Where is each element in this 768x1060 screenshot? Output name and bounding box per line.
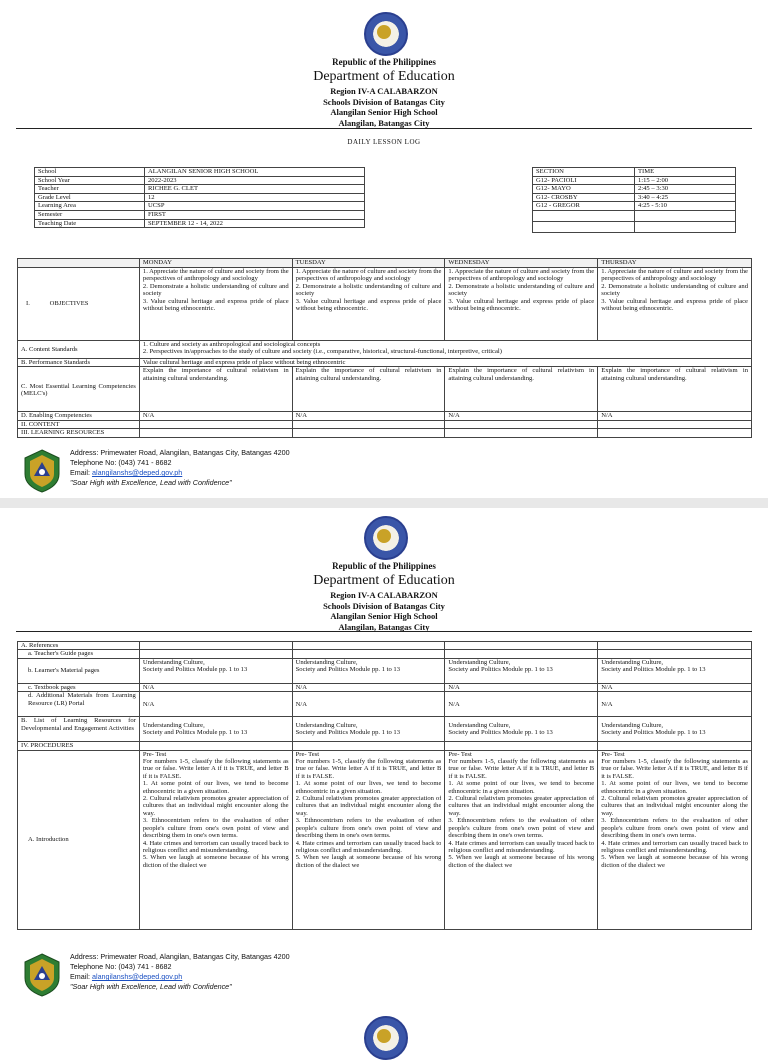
enabling-label: D. Enabling Competencies	[18, 412, 140, 420]
empty-cell	[445, 650, 598, 658]
school-line: Alangilan Senior High School	[330, 107, 438, 117]
empty-cell	[598, 420, 752, 428]
info-row	[35, 185, 365, 194]
schedule-header	[533, 168, 736, 177]
footer-email-link[interactable]: alangilanshs@deped.gov.ph	[91, 972, 183, 981]
footer-email-label: Email:	[70, 972, 92, 981]
letterhead	[0, 56, 768, 128]
time-cell	[635, 221, 736, 232]
schedule-table	[532, 167, 736, 233]
footer-email-line	[70, 468, 290, 478]
empty-cell	[139, 742, 292, 750]
list-tuesday: Understanding Culture, Society and Politics Module pp. 1 to 13	[292, 717, 445, 742]
schedule-row	[533, 210, 736, 221]
content-standards-row	[18, 341, 752, 359]
list-thursday: Understanding Culture, Society and Politics Module pp. 1 to 13	[598, 717, 752, 742]
section-cell: G12- MAYO	[533, 185, 635, 194]
melc-thursday: Explain the importance of cultural relativism in attaining cultural understanding.	[598, 367, 752, 412]
learners-material-monday: Understanding Culture, Society and Politics Module pp. 1 to 13	[139, 658, 292, 683]
melc-label: C. Most Essential Learning Competencies (MELC's)	[18, 367, 140, 412]
learners-material-tuesday: Understanding Culture, Society and Politics Module pp. 1 to 13	[292, 658, 445, 683]
content-standards-label: A. Content Standards	[18, 341, 140, 359]
school-logo-icon	[22, 952, 62, 998]
empty-cell	[598, 642, 752, 650]
republic-line: Republic of the Philippines	[332, 561, 436, 571]
header-divider	[16, 631, 752, 632]
performance-standards-row	[18, 359, 752, 367]
procedures-row	[18, 742, 752, 750]
empty-cell	[598, 650, 752, 658]
enabling-row	[18, 412, 752, 420]
learning-resources-list-label: B. List of Learning Resources for Developmental and Engagement Activities	[18, 717, 140, 742]
info-value: UCSP	[145, 202, 365, 211]
region-line: Region IV-A CALABARZON	[330, 590, 438, 600]
introduction-text: Pre- Test For numbers 1-5, classify the following statements as true or false. Write letter A if it is TRUE, and letter B if it is FALSE. 1. At some point of our lives, we tend to become ethnocentric in a given situation. 2. Cultural relativism promotes greater appreciation of cultures that an individual might encounter along the way. 3. Ethnocentrism refers to the evaluation of other people's culture from one's own point of view and describing them in one's own terms. 4. Hate crimes and terrorism can usually traced back to religious conflict and misunderstanding. 5. When we laugh at someone because of his wrong diction of the dialect we	[295, 750, 442, 869]
info-value: 12	[145, 193, 365, 202]
learners-material-row	[18, 658, 752, 683]
division-line: Schools Division of Batangas City	[323, 96, 445, 107]
footer-address: Address: Primewater Road, Alangilan, Batangas City, Batangas 4200	[70, 952, 290, 961]
resources-label: III. LEARNING RESOURCES	[18, 429, 140, 437]
melc-wednesday: Explain the importance of cultural relativism in attaining cultural understanding.	[445, 367, 598, 412]
dll-table-page-2	[17, 641, 752, 930]
textbook-wednesday: N/A	[445, 683, 598, 691]
document-page-2	[0, 506, 768, 1024]
info-row	[35, 168, 365, 177]
doc-title: DAILY LESSON LOG	[347, 138, 421, 146]
day-header-row	[18, 259, 752, 268]
info-label: Semester	[35, 210, 145, 219]
info-label: School	[35, 168, 145, 177]
textbook-label: c. Textbook pages	[18, 683, 140, 691]
list-monday: Understanding Culture, Society and Politics Module pp. 1 to 13	[139, 717, 292, 742]
day-tuesday: TUESDAY	[292, 259, 445, 268]
section-header: SECTION	[533, 168, 635, 177]
time-cell	[635, 210, 736, 221]
footer-page-2	[22, 952, 482, 1000]
additional-tuesday: N/A	[292, 692, 445, 717]
footer-telephone: Telephone No: (043) 741 - 8682	[70, 458, 172, 467]
info-label: School Year	[35, 176, 145, 185]
section-cell: G12- CROSBY	[533, 193, 635, 202]
additional-materials-label: d. Additional Materials from Learning Resource (LR) Portal	[18, 692, 140, 717]
empty-cell	[292, 650, 445, 658]
info-row	[35, 193, 365, 202]
school-line: Alangilan Senior High School	[330, 611, 438, 621]
time-cell: 1:15 – 2:00	[635, 176, 736, 185]
day-wednesday: WEDNESDAY	[445, 259, 598, 268]
section-cell	[533, 210, 635, 221]
letterhead	[0, 560, 768, 632]
empty-cell	[139, 420, 292, 428]
objectives-monday: 1. Appreciate the nature of culture and society from the perspectives of anthropology and sociology 2. Demonstrate a holistic understanding of culture and society 3. Value cultural heritage and express pride of place without being ethnocentric.	[139, 268, 292, 341]
footer-motto: "Soar High with Excellence, Lead with Confidence"	[70, 982, 232, 991]
textbook-tuesday: N/A	[292, 683, 445, 691]
objectives-thursday: 1. Appreciate the nature of culture and society from the perspectives of anthropology and sociology 2. Demonstrate a holistic understanding of culture and society 3. Value cultural heritage and express pride of place without being ethnocentric.	[598, 268, 752, 341]
info-value: 2022-2023	[145, 176, 365, 185]
melc-row	[18, 367, 752, 412]
performance-standards-text: Value cultural heritage and express pride of place without being ethnocentric	[139, 359, 751, 367]
schedule-row	[533, 202, 736, 211]
performance-standards-label: B. Performance Standards	[18, 359, 140, 367]
department-line: Department of Education	[313, 573, 455, 588]
textbook-thursday: N/A	[598, 683, 752, 691]
corner-cell	[18, 259, 140, 268]
learning-resources-list-row	[18, 717, 752, 742]
info-value: RICHEE G. CLET	[145, 185, 365, 194]
objectives-tuesday: 1. Appreciate the nature of culture and society from the perspectives of anthropology and sociology 2. Demonstrate a holistic understanding of culture and society 3. Value cultural heritage and express pride of place without being ethnocentric.	[292, 268, 445, 341]
empty-cell	[445, 429, 598, 437]
melc-tuesday: Explain the importance of cultural relativism in attaining cultural understanding.	[292, 367, 445, 412]
introduction-tuesday	[292, 750, 445, 929]
schedule-row	[533, 221, 736, 232]
objectives-wednesday: 1. Appreciate the nature of culture and society from the perspectives of anthropology and sociology 2. Demonstrate a holistic understanding of culture and society 3. Value cultural heritage and express pride of place without being ethnocentric.	[445, 268, 598, 341]
info-label: Teaching Date	[35, 219, 145, 228]
info-label: Grade Level	[35, 193, 145, 202]
section-cell: G12 - GREGOR	[533, 202, 635, 211]
empty-cell	[292, 429, 445, 437]
department-line: Department of Education	[313, 69, 455, 84]
location-line: Alangilan, Batangas City	[338, 621, 430, 632]
section-cell	[533, 221, 635, 232]
enabling-wednesday: N/A	[445, 412, 598, 420]
schedule-row	[533, 185, 736, 194]
region-line: Region IV-A CALABARZON	[330, 86, 438, 96]
footer-email-link[interactable]: alangilanshs@deped.gov.ph	[91, 468, 183, 477]
info-row	[35, 210, 365, 219]
additional-thursday: N/A	[598, 692, 752, 717]
dll-table-page-1	[17, 258, 752, 438]
enabling-monday: N/A	[139, 412, 292, 420]
procedures-label: IV. PROCEDURES	[18, 742, 140, 750]
empty-cell	[292, 642, 445, 650]
footer-email-label: Email:	[70, 468, 92, 477]
references-label: A. References	[18, 642, 140, 650]
content-standards-text: 1. Culture and society as anthropological and sociological concepts 2. Perspectives in/approaches to the study of culture and society (i.e., comparative, historical, structural-functional, interpretive, critical)	[139, 341, 751, 359]
empty-cell	[139, 429, 292, 437]
introduction-monday	[139, 750, 292, 929]
info-table	[34, 167, 365, 228]
additional-monday: N/A	[139, 692, 292, 717]
references-row	[18, 642, 752, 650]
introduction-text: Pre- Test For numbers 1-5, classify the following statements as true or false. Write letter A if it is TRUE, and letter B if it is FALSE. 1. At some point of our lives, we tend to become ethnocentric in a given situation. 2. Cultural relativism promotes greater appreciation of cultures that an individual might encounter along the way. 3. Ethnocentrism refers to the evaluation of other people's culture from one's own point of view and describing them in one's own terms. 4. Hate crimes and terrorism can usually traced back to religious conflict and misunderstanding. 5. When we laugh at someone because of his wrong diction of the dialect we	[601, 750, 748, 869]
empty-cell	[598, 742, 752, 750]
deped-seal-icon	[364, 1016, 408, 1060]
time-cell: 2:45 – 3:30	[635, 185, 736, 194]
objectives-row	[18, 268, 752, 341]
empty-cell	[139, 650, 292, 658]
deped-seal-icon	[364, 12, 408, 56]
school-logo-icon	[22, 448, 62, 494]
empty-cell	[292, 420, 445, 428]
objectives-label: I. OBJECTIVES	[18, 268, 140, 341]
textbook-monday: N/A	[139, 683, 292, 691]
deped-seal-icon	[364, 516, 408, 560]
info-value: ALANGILAN SENIOR HIGH SCHOOL	[145, 168, 365, 177]
introduction-text: Pre- Test For numbers 1-5, classify the following statements as true or false. Write letter A if it is TRUE, and letter B if it is FALSE. 1. At some point of our lives, we tend to become ethnocentric in a given situation. 2. Cultural relativism promotes greater appreciation of cultures that an individual might encounter along the way. 3. Ethnocentrism refers to the evaluation of other people's culture from one's own point of view and describing them in one's own terms. 4. Hate crimes and terrorism can usually traced back to religious conflict and misunderstanding. 5. When we laugh at someone because of his wrong diction of the dialect we	[142, 750, 289, 869]
introduction-wednesday	[445, 750, 598, 929]
content-label: II. CONTENT	[18, 420, 140, 428]
teachers-guide-label: a. Teacher's Guide pages	[18, 650, 140, 658]
additional-wednesday: N/A	[445, 692, 598, 717]
document-page-1	[0, 0, 768, 500]
textbook-row	[18, 683, 752, 691]
learners-material-wednesday: Understanding Culture, Society and Politics Module pp. 1 to 13	[445, 658, 598, 683]
day-monday: MONDAY	[139, 259, 292, 268]
section-cell: G12- PACIOLI	[533, 176, 635, 185]
location-line: Alangilan, Batangas City	[338, 117, 430, 128]
teachers-guide-row	[18, 650, 752, 658]
empty-cell	[445, 642, 598, 650]
schedule-row	[533, 193, 736, 202]
empty-cell	[445, 420, 598, 428]
empty-cell	[139, 642, 292, 650]
empty-cell	[445, 742, 598, 750]
header-divider	[16, 128, 752, 129]
footer-email-line	[70, 972, 290, 982]
division-line: Schools Division of Batangas City	[323, 600, 445, 611]
empty-cell	[598, 429, 752, 437]
enabling-thursday: N/A	[598, 412, 752, 420]
info-label: Learning Area	[35, 202, 145, 211]
day-thursday: THURSDAY	[598, 259, 752, 268]
learners-material-thursday: Understanding Culture, Society and Politics Module pp. 1 to 13	[598, 658, 752, 683]
time-header: TIME	[635, 168, 736, 177]
learners-material-label: b. Learner's Material pages	[18, 658, 140, 683]
introduction-label: A. Introduction	[18, 750, 140, 929]
content-row	[18, 420, 752, 428]
introduction-text: Pre- Test For numbers 1-5, classify the following statements as true or false. Write letter A if it is TRUE, and letter B if it is FALSE. 1. At some point of our lives, we tend to become ethnocentric in a given situation. 2. Cultural relativism promotes greater appreciation of cultures that an individual might encounter along the way. 3. Ethnocentrism refers to the evaluation of other people's culture from one's own point of view and describing them in one's own terms. 4. Hate crimes and terrorism can usually traced back to religious conflict and misunderstanding. 5. When we laugh at someone because of his wrong diction of the dialect we	[448, 750, 595, 869]
footer-address: Address: Primewater Road, Alangilan, Batangas City, Batangas 4200	[70, 448, 290, 457]
enabling-tuesday: N/A	[292, 412, 445, 420]
footer-text	[70, 952, 290, 992]
additional-materials-row	[18, 692, 752, 717]
introduction-row	[18, 750, 752, 929]
introduction-thursday	[598, 750, 752, 929]
melc-monday: Explain the importance of cultural relativism in attaining cultural understanding.	[139, 367, 292, 412]
footer-telephone: Telephone No: (043) 741 - 8682	[70, 962, 172, 971]
info-row	[35, 219, 365, 228]
schedule-row	[533, 176, 736, 185]
list-wednesday: Understanding Culture, Society and Politics Module pp. 1 to 13	[445, 717, 598, 742]
footer-motto: "Soar High with Excellence, Lead with Confidence"	[70, 478, 232, 487]
info-value: FIRST	[145, 210, 365, 219]
info-label: Teacher	[35, 185, 145, 194]
resources-row	[18, 429, 752, 437]
footer-text	[70, 448, 290, 488]
info-row	[35, 202, 365, 211]
time-cell: 4:25 - 5:10	[635, 202, 736, 211]
footer-page-1	[22, 448, 482, 496]
info-row	[35, 176, 365, 185]
republic-line: Republic of the Philippines	[332, 57, 436, 67]
empty-cell	[292, 742, 445, 750]
time-cell: 3:40 – 4:25	[635, 193, 736, 202]
info-value: SEPTEMBER 12 - 14, 2022	[145, 219, 365, 228]
